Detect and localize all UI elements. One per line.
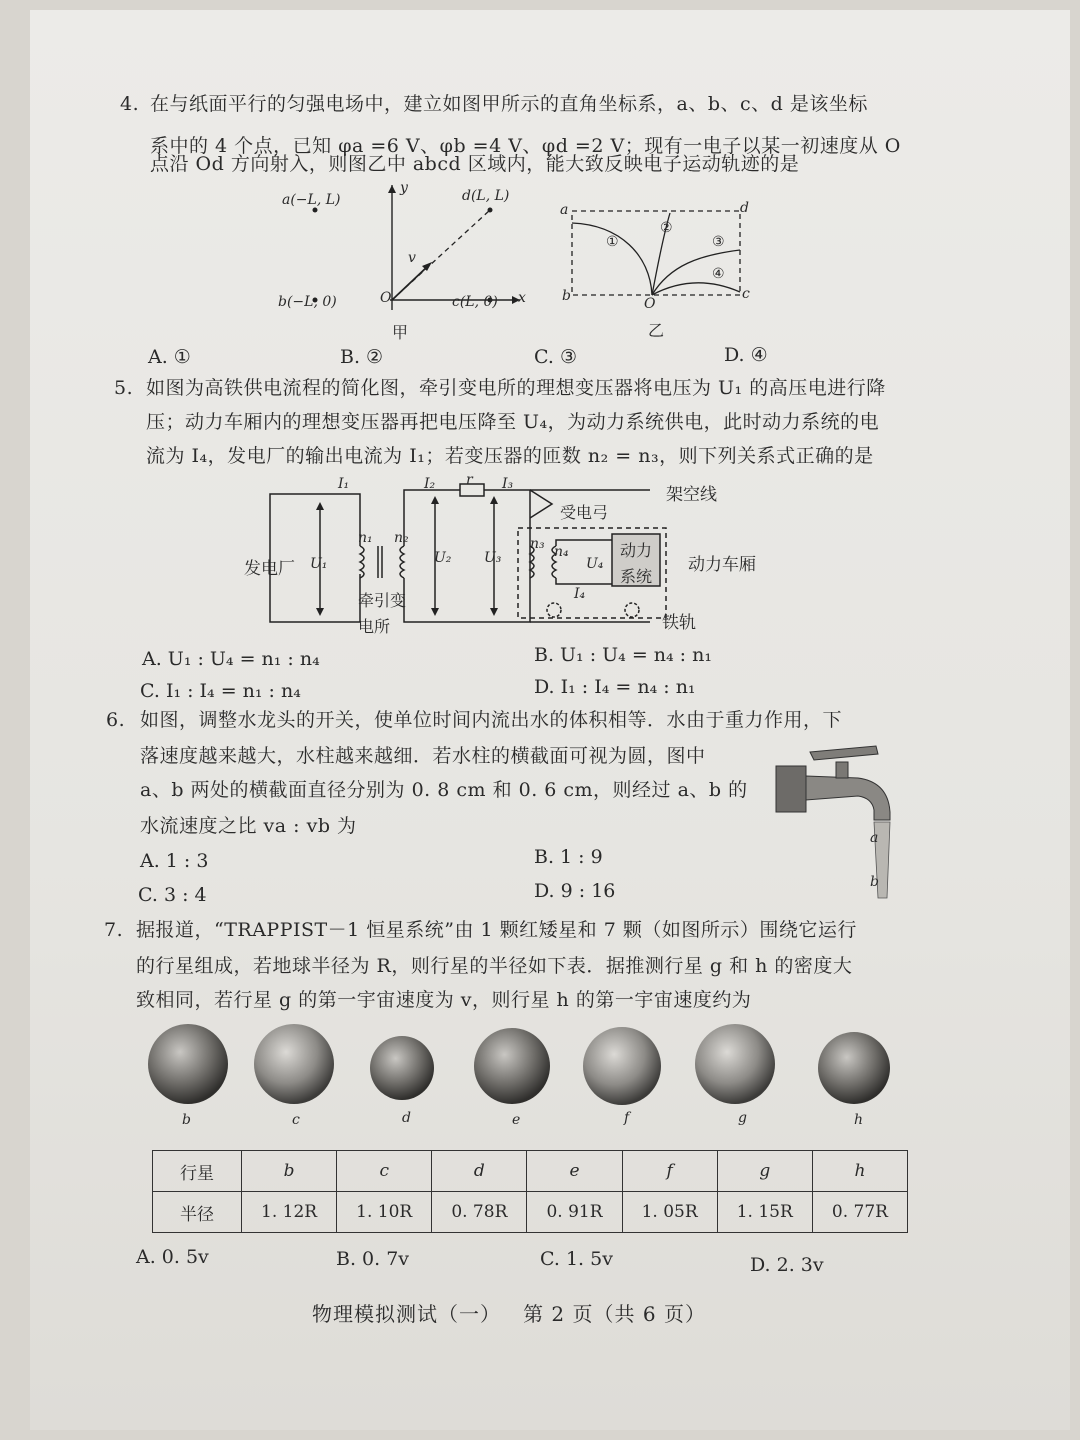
label-n1: n₁ xyxy=(358,530,373,546)
planet-label-f: f xyxy=(624,1110,630,1126)
table-cell: e xyxy=(527,1151,622,1192)
faucet-illustration xyxy=(770,738,910,908)
q4-text-line3: 点沿 Od 方向射入，则图乙中 abcd 区域内，能大致反映电子运动轨迹的是 xyxy=(150,153,800,175)
q6-option-d[interactable]: D. 9 : 16 xyxy=(534,880,616,902)
q5-option-b[interactable]: B. U₁ : U₄ = n₄ : n₁ xyxy=(534,644,712,666)
trajectory-4 xyxy=(652,283,740,295)
faucet-spout xyxy=(806,776,890,820)
wheel-2 xyxy=(625,603,639,617)
pantograph xyxy=(530,490,552,518)
label-curve-3: ③ xyxy=(712,234,725,250)
label-velocity: v xyxy=(408,250,416,266)
label-curve-1: ① xyxy=(606,234,619,250)
q6-option-b[interactable]: B. 1 : 9 xyxy=(534,846,603,868)
q6-number: 6. xyxy=(106,709,126,731)
q5-number: 5. xyxy=(114,377,134,399)
label-substation-1: 牵引变 xyxy=(358,591,407,610)
q4-option-d[interactable]: D. ④ xyxy=(724,344,768,366)
table-cell: 0. 91R xyxy=(527,1192,622,1233)
planet-b xyxy=(148,1024,228,1104)
q7-option-c[interactable]: C. 1. 5v xyxy=(540,1248,613,1270)
label-axis-x: x xyxy=(518,290,526,306)
label-n3: n₃ xyxy=(530,536,545,552)
table-header-cell: 行星 xyxy=(153,1151,242,1192)
label-power-plant: 发电厂 xyxy=(244,559,295,579)
point-d xyxy=(488,208,493,213)
table-cell: c xyxy=(337,1151,432,1192)
u1-arrow-down xyxy=(316,608,324,616)
label-pantograph: 受电弓 xyxy=(560,503,609,522)
coil-n1 xyxy=(360,546,364,578)
label-rail: 铁轨 xyxy=(662,613,696,633)
table-cell: g xyxy=(717,1151,812,1192)
label-power-system-1: 动力 xyxy=(620,541,653,560)
label-curve-2: ② xyxy=(660,220,673,236)
q7-text-line3: 致相同，若行星 g 的第一宇宙速度为 v，则行星 h 的第一宇宙速度约为 xyxy=(136,989,752,1011)
label-point-a: a(−L, L) xyxy=(282,192,341,208)
valve-stem xyxy=(836,762,848,778)
label-point-d: d(L, L) xyxy=(462,188,510,204)
secondary-loop xyxy=(404,490,530,622)
q4-option-c[interactable]: C. ③ xyxy=(534,346,577,368)
label-water-a: a xyxy=(870,830,879,846)
label-point-c: c(L, 0) xyxy=(452,294,498,310)
q7-option-d[interactable]: D. 2. 3v xyxy=(750,1254,824,1276)
planet-d xyxy=(370,1036,434,1100)
q5-option-a[interactable]: A. U₁ : U₄ = n₁ : n₄ xyxy=(142,648,320,670)
u2-arrow-down xyxy=(431,608,439,616)
q6-option-c[interactable]: C. 3 : 4 xyxy=(138,884,207,906)
q6-text-line2: 落速度越来越大，水柱越来越细．若水柱的横截面可视为圆，图中 xyxy=(140,745,706,767)
planet-label-c: c xyxy=(292,1112,300,1128)
label-yi-d: d xyxy=(740,200,749,216)
q4-option-b[interactable]: B. ② xyxy=(340,346,384,368)
label-I2: I₂ xyxy=(424,476,436,492)
wall-mount xyxy=(776,766,806,812)
label-U2: U₂ xyxy=(434,550,452,566)
q7-option-b[interactable]: B. 0. 7v xyxy=(336,1248,410,1270)
q6-text-line3: a、b 两处的横截面直径分别为 0. 8 cm 和 0. 6 cm，则经过 a、b 的 xyxy=(140,779,748,801)
planet-h xyxy=(818,1032,890,1104)
handle-icon xyxy=(810,746,878,760)
label-origin: O xyxy=(380,290,392,306)
caption-jia: 甲 xyxy=(392,323,409,342)
velocity-vector xyxy=(392,266,428,300)
q5-option-d[interactable]: D. I₁ : I₄ = n₄ : n₁ xyxy=(534,676,696,698)
u3-arrow-down xyxy=(490,608,498,616)
coil-n2 xyxy=(400,546,404,578)
q6-option-a[interactable]: A. 1 : 3 xyxy=(140,850,209,872)
label-power-system-2: 系统 xyxy=(620,567,653,586)
label-I4: I₄ xyxy=(574,586,586,602)
n4-bottom-lead xyxy=(556,578,612,584)
u1-arrow-up xyxy=(316,502,324,510)
label-r: r xyxy=(466,472,473,488)
table-cell: 1. 05R xyxy=(622,1192,717,1233)
label-yi-c: c xyxy=(742,286,750,302)
page-footer: 物理模拟测试（一） 第 2 页（共 6 页） xyxy=(312,1302,706,1326)
label-point-b: b(−L, 0) xyxy=(278,294,337,310)
q7-option-a[interactable]: A. 0. 5v xyxy=(136,1246,209,1268)
table-cell: 1. 12R xyxy=(242,1192,337,1233)
q5-option-c[interactable]: C. I₁ : I₄ = n₁ : n₄ xyxy=(140,680,301,702)
planet-label-e: e xyxy=(512,1112,521,1128)
q4-text-line2: 系中的 4 个点，已知 φa =6 V、φb =4 V、φd =2 V；现有一电子以某一初速度从 O xyxy=(150,135,901,157)
trajectory-3 xyxy=(652,250,740,295)
q5-text-line2: 压；动力车厢内的理想变压器再把电压降至 U₄，为动力系统供电，此时动力系统的电 xyxy=(146,411,880,433)
table-cell: 1. 10R xyxy=(337,1192,432,1233)
y-axis-arrow xyxy=(388,185,396,193)
wheel-1 xyxy=(547,603,561,617)
planet-label-g: g xyxy=(738,1110,747,1126)
abcd-region xyxy=(572,211,740,295)
planet-label-b: b xyxy=(182,1112,191,1128)
table-cell: h xyxy=(812,1151,907,1192)
label-yi-a: a xyxy=(560,202,569,218)
label-U4: U₄ xyxy=(586,556,604,572)
q5-text-line1: 如图为高铁供电流程的简化图，牵引变电所的理想变压器将电压为 U₁ 的高压电进行降 xyxy=(146,377,886,399)
q4-figure-yi xyxy=(560,195,750,310)
label-power-car: 动力车厢 xyxy=(688,555,756,575)
table-row xyxy=(153,1192,908,1233)
u3-arrow-up xyxy=(490,496,498,504)
planet-e xyxy=(474,1028,550,1104)
q4-option-a[interactable]: A. ① xyxy=(148,346,191,368)
table-cell: 1. 15R xyxy=(717,1192,812,1233)
q6-text-line4: 水流速度之比 va : vb 为 xyxy=(140,815,357,837)
q5-text-line3: 流为 I₄，发电厂的输出电流为 I₁；若变压器的匝数 n₂ = n₃，则下列关系式正确的是 xyxy=(146,445,874,467)
label-curve-4: ④ xyxy=(712,266,725,282)
table-row-label: 半径 xyxy=(153,1192,242,1233)
q6-text-line1: 如图，调整水龙头的开关，使单位时间内流出水的体积相等．水由于重力作用，下 xyxy=(140,709,843,731)
label-yi-b: b xyxy=(562,288,571,304)
u2-arrow-up xyxy=(431,496,439,504)
label-catenary: 架空线 xyxy=(666,485,717,505)
table-row xyxy=(153,1151,908,1192)
planet-illustrations xyxy=(140,1020,900,1120)
label-axis-y: y xyxy=(400,180,408,196)
q7-number: 7. xyxy=(104,919,124,941)
planet-label-h: h xyxy=(854,1112,864,1128)
label-I3: I₃ xyxy=(502,476,514,492)
table-cell: d xyxy=(432,1151,527,1192)
planet-f xyxy=(583,1027,661,1105)
q4-text-line1: 在与纸面平行的匀强电场中，建立如图甲所示的直角坐标系，a、b、c、d 是该坐标 xyxy=(150,93,868,115)
caption-yi: 乙 xyxy=(648,321,665,340)
q7-text-line2: 的行星组成，若地球半径为 R，则行星的半径如下表．据推测行星 g 和 h 的密度大 xyxy=(136,955,853,977)
label-substation-2: 电所 xyxy=(358,617,391,636)
table-cell: 0. 78R xyxy=(432,1192,527,1233)
planet-g xyxy=(695,1024,775,1104)
table-cell: b xyxy=(242,1151,337,1192)
planet-c xyxy=(254,1024,334,1104)
label-U3: U₃ xyxy=(484,550,502,566)
label-I1: I₁ xyxy=(338,476,350,492)
label-water-b: b xyxy=(870,874,879,890)
table-cell: f xyxy=(622,1151,717,1192)
label-U1: U₁ xyxy=(310,556,328,572)
q4-number: 4. xyxy=(120,93,140,115)
table-cell: 0. 77R xyxy=(812,1192,907,1233)
planet-label-d: d xyxy=(402,1110,411,1126)
planet-radius-table xyxy=(152,1150,908,1233)
label-yi-o: O xyxy=(644,296,656,312)
q7-text-line1: 据报道，“TRAPPIST－1 恒星系统”由 1 颗红矮星和 7 颗（如图所示）围绕它运行 xyxy=(136,919,857,941)
label-n4: n₄ xyxy=(554,544,569,560)
point-a xyxy=(313,208,318,213)
secondary-top-left xyxy=(404,490,460,546)
label-n2: n₂ xyxy=(394,530,409,546)
